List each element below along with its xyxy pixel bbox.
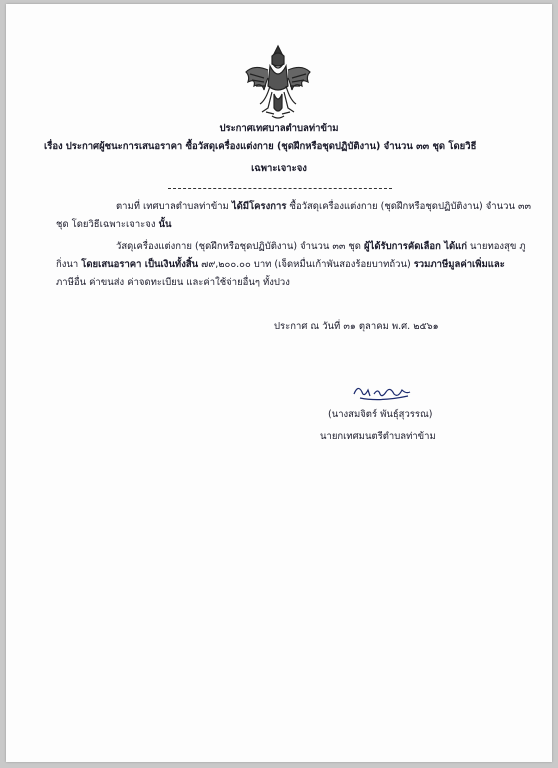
subject-line-2: เฉพาะเจาะจง	[251, 163, 307, 174]
subject-text-1: ประกาศผู้ชนะการเสนอราคา ซื้อวัสดุเครื่องแต่งกาย (ชุดฝึกหรือชุดปฏิบัติงาน) จำนวน ๓๓ ชุด โดยวิธี	[65, 141, 477, 152]
para2-bold-2: โดยเสนอราคา เป็นเงินทั้งสิ้น	[81, 259, 199, 270]
subject-label: เรื่อง	[44, 141, 63, 152]
date-day: ๓๑	[343, 321, 356, 332]
divider	[168, 188, 392, 189]
para2-intro: วัสดุเครื่องแต่งกาย (ชุดฝึกหรือชุดปฏิบัติงาน) จำนวน ๓๓ ชุด	[116, 241, 361, 252]
subject-line-1	[44, 140, 476, 154]
garuda-emblem-icon	[242, 42, 314, 120]
paragraph-2-line-1	[116, 240, 526, 254]
para2-name: นายทองสุข ภู	[470, 241, 526, 252]
para1-end: นั้น	[158, 219, 172, 230]
paragraph-1-line-1	[116, 200, 531, 214]
document-page	[6, 4, 552, 762]
signer-position: นายกเทศมนตรีตำบลท่าข้าม	[320, 431, 436, 442]
para2-amount: ๗๙,๒๐๐.๐๐ บาท (เจ็ดหมื่นเก้าพันสองร้อยบาทถ้วน)	[201, 259, 411, 270]
signer-name: (นางสมจิตร์ พันธุ์สุวรรณ)	[328, 409, 433, 420]
para1-bold: ได้มีโครงการ	[231, 201, 287, 212]
announcement-date	[274, 320, 439, 334]
paragraph-2-line-3: ภาษีอื่น ค่าขนส่ง ค่าจดทะเบียน และค่าใช้จ่ายอื่นๆ ทั้งปวง	[56, 277, 290, 288]
para2-line2-start: กิ่งนา	[56, 259, 79, 270]
date-month-year: ตุลาคม พ.ศ. ๒๕๖๑	[358, 321, 439, 332]
para2-bold-1: ผู้ได้รับการคัดเลือก ได้แก่	[364, 241, 468, 252]
date-label: ประกาศ ณ วันที่	[274, 321, 341, 332]
paragraph-1-line-2	[56, 218, 172, 232]
para2-bold-3: รวมภาษีมูลค่าเพิ่มและ	[413, 259, 505, 270]
paragraph-2-line-2	[56, 258, 505, 272]
handwritten-signature	[350, 380, 414, 402]
para1-intro: ตามที่ เทศบาลตำบลท่าข้าม	[116, 201, 229, 212]
para1-line2: ชุด โดยวิธีเฉพาะเจาะจง	[56, 219, 156, 230]
para1-rest: ซื้อวัสดุเครื่องแต่งกาย (ชุดฝึกหรือชุดปฏิบัติงาน) จำนวน ๓๓	[289, 201, 531, 212]
announcement-heading: ประกาศเทศบาลตำบลท่าข้าม	[219, 123, 339, 134]
